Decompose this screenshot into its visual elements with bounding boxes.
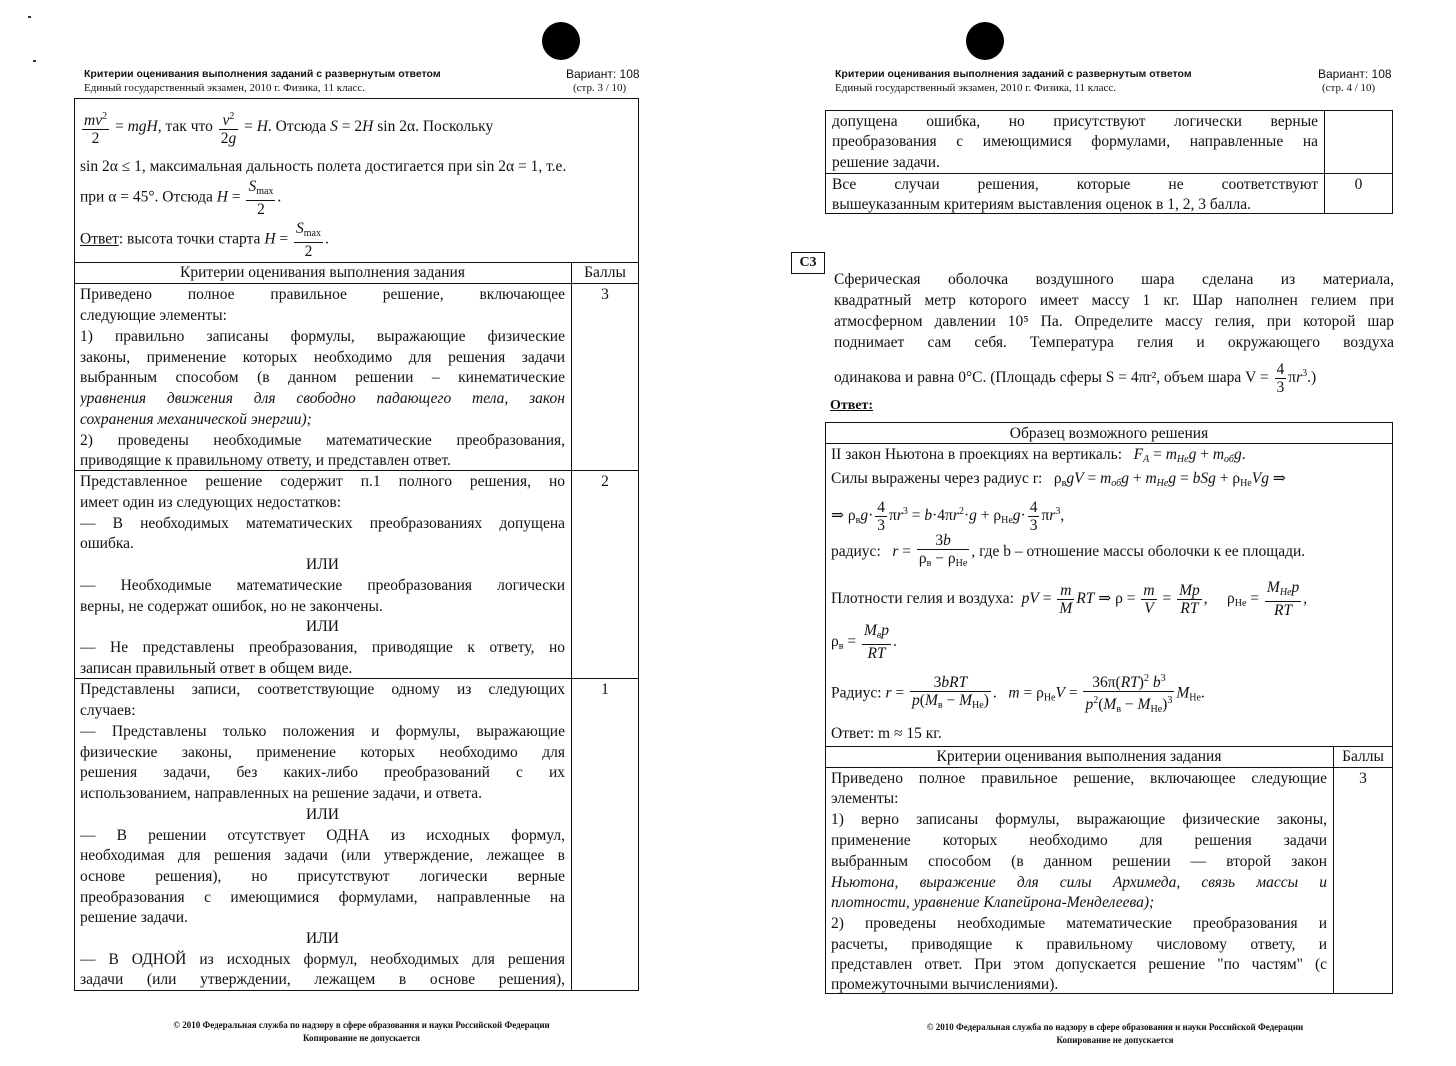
criteria-header: Критерии оценивания выполнения задания [936, 748, 1222, 765]
row-line: случаев: [80, 702, 136, 719]
row-line: 2) проведены необходимые математические преобразования, [80, 432, 565, 449]
row-line: верны, не содержат ошибок, но не закончены. [80, 598, 383, 615]
criteria-header: Критерии оценивания выполнения задания [180, 264, 465, 281]
row-line: записан правильный ответ в общем виде. [80, 660, 353, 677]
row-line: решения задачи, без каких-либо преобразований с их [80, 764, 565, 781]
row-line: вышеуказанным критериям выставления оценок в 1, 2, 3 балла. [832, 196, 1251, 213]
row-line: выбранным способом (в данном решении – кинематические [80, 369, 565, 386]
solution-line-result: Радиус: r = $\frac{\text{3bRT}}{p(M_в - M_{He})}$ . $m = \rho_{He}V$ = $\frac{36\pi(RT)^2 b^3}{p^2(M_в - M_{He})^3}$ $M_{He}$. [831, 670, 1205, 721]
row-line: — В ОДНОЙ из исходных формул, необходимых для решения [80, 951, 565, 968]
answer-line: Ответ: высота точки старта H = $\frac{S_{max}}{2}$ . [80, 220, 329, 260]
right-page [728, 0, 1456, 1066]
header-page-number: (стр. 4 / 10) [1322, 82, 1376, 94]
row-score: 0 [1354, 176, 1363, 193]
solution-line-radius: радиус: r = $\frac{3b}{\rho_в - \rho_{He}}$ , где b – отношение массы оболочки к ее площади. [831, 532, 1306, 570]
footer-copyright: © 2010 Федеральная служба по надзору в сфере образования и науки Российской Федерации [926, 1022, 1304, 1032]
or-separator: ИЛИ [306, 556, 339, 573]
or-separator: ИЛИ [306, 930, 339, 947]
footer-copyright: © 2010 Федеральная служба по надзору в сфере образования и науки Российской Федерации [173, 1020, 550, 1030]
row-line: основе решения), но присутствуют логически верные [80, 868, 565, 885]
row-line: решение задачи. [832, 154, 940, 171]
row-line: Ньютона, выражение для силы Архимеда, связь массы и [831, 874, 1327, 891]
row-line: Представленное решение содержит п.1 полного решения, но [80, 473, 565, 490]
task-label: С3 [791, 252, 825, 274]
row-score: 3 [1359, 770, 1367, 787]
solution-line-2: Силы выражены через радиус r: $\rho_вgV = m_{об}g + m_{He}g$ = bSg + $\rho_{He}Vg$ ⇒ [831, 470, 1286, 489]
solution-line-3: при α = 45°. Отсюда H = $\frac{S_{max}}{2}$ . [80, 178, 282, 218]
solution-line-density: Плотности гелия и воздуха: pV = $\frac{m}{M}$ RT ⇒ ρ = $\frac{m}{V}$ = $\frac{Mp}{RT}$ , $\rho_{He}$ = $\frac{M_{He}p}{RT}$ , [831, 579, 1308, 620]
punch-hole [966, 22, 1004, 60]
solution-header: Образец возможного решения [1009, 425, 1209, 442]
answer-label: Ответ [80, 230, 119, 248]
row-line: Приведено полное правильное решение, включающее следующие [831, 770, 1327, 787]
task-line: атмосферном давлении 10⁵ Па. Определите массу гелия, при которой шар [834, 313, 1394, 330]
scan-speck [33, 60, 36, 62]
row-line: 2) проведены необходимые математические преобразования и [831, 915, 1327, 932]
row-line: необходимая для решения задачи (или утверждение, лежащее в [80, 847, 565, 864]
row-line: законы, применение которых необходимо для решения задачи [80, 349, 565, 366]
row-line: выбранным способом (в данном решении — второй закон [831, 853, 1327, 870]
row-line: физические законы, применение которых необходимо для [80, 744, 565, 761]
table-divider [571, 262, 572, 991]
footer-note: Копирование не допускается [302, 1033, 421, 1043]
header-variant: Вариант: 108 [566, 67, 640, 81]
header-title: Критерии оценивания выполнения заданий с развернутым ответом [835, 68, 1192, 80]
row-line: — Представлены только положения и формулы, выражающие [80, 723, 565, 740]
solution-line-2: sin 2α ≤ 1, максимальная дальность полета достигается при sin 2α = 1, т.е. [80, 158, 567, 175]
row-line: допущена ошибка, но присутствуют логически верные [832, 113, 1318, 130]
header-page-number: (стр. 3 / 10) [573, 82, 627, 94]
row-line: промежуточными вычислениями). [831, 976, 1059, 993]
row-line: — Не представлены преобразования, приводящие к ответу, но [80, 639, 565, 656]
row-score: 3 [601, 286, 609, 303]
row-line: следующие элементы: [80, 307, 227, 324]
solution-line-3: ⇒ $\rho_вg\cdot$ $\frac{4}{3}$ $\pi r^3 = b\cdot 4\pi r^2\cdot g + \rho_{He}g\cdot$ $\frac{4}{3}$ $\pi r^3$, [831, 498, 1065, 534]
task-line: поднимает сам себя. Температура гелия и окружающего воздуха [834, 334, 1394, 351]
footer-note: Копирование не допускается [1056, 1035, 1174, 1045]
task-line: Сферическая оболочка воздушного шара сделана из материала, [834, 271, 1394, 288]
solution-line-air-density: $\rho_в$ = $\frac{M_вp}{RT}$ . [831, 622, 897, 663]
header-title: Критерии оценивания выполнения заданий с развернутым ответом [84, 68, 441, 80]
table-divider [1324, 110, 1325, 214]
or-separator: ИЛИ [306, 618, 339, 635]
task-line: квадратный метр которого имеет массу 1 кг. Шар наполнен гелием при [834, 292, 1394, 309]
or-separator: ИЛИ [306, 806, 339, 823]
row-score: 2 [601, 473, 609, 490]
row-line: элементы: [831, 790, 899, 807]
row-line: расчеты, приводящие к правильному числовому ответу, и [831, 936, 1327, 953]
row-line: уравнения движения для свободно падающего тела, закон [80, 390, 565, 407]
punch-hole [542, 22, 580, 60]
row-line: 1) правильно записаны формулы, выражающие физические [80, 328, 565, 345]
header-subtitle: Единый государственный экзамен, 2010 г. Физика, 11 класс. [835, 82, 1116, 94]
row-line: Все случаи решения, которые не соответствуют [832, 176, 1318, 193]
header-subtitle: Единый государственный экзамен, 2010 г. Физика, 11 класс. [84, 82, 365, 94]
score-header: Баллы [584, 264, 626, 281]
task-line: одинакова и равна 0°С. (Площадь сферы S = 4πr², объем шара V = $\frac{4}{3}$ $\pi r^3$.) [834, 360, 1317, 396]
row-line: преобразования с имеющимися формулами, направленные на [80, 889, 565, 906]
row-line: сохранения механической энергии); [80, 411, 312, 428]
solution-answer: Ответ: m ≈ 15 кг. [831, 725, 942, 742]
row-line: приводящие к правильному ответу, и представлен ответ. [80, 452, 452, 469]
solution-line-1: $\frac{mv^2}{2}$ = mgH, так что $\frac{v^2}{2g}$ = H. Отсюда S = 2H sin 2α. Поскольку [80, 108, 493, 147]
row-line: — В решении отсутствует ОДНА из исходных формул, [80, 827, 565, 844]
scan-speck [28, 16, 31, 18]
row-line: преобразования с имеющимися формулами, направленные на [832, 133, 1318, 150]
row-score: 1 [601, 681, 609, 698]
header-variant: Вариант: 108 [1318, 67, 1392, 81]
row-line: задачи (или утверждении, лежащем в основе решения), [80, 971, 565, 988]
row-line: применение которых необходимо для решения задачи [831, 832, 1327, 849]
row-line: решение задачи. [80, 909, 188, 926]
row-line: Приведено полное правильное решение, включающее [80, 286, 565, 303]
row-line: плотности, уравнение Клапейрона-Менделеева); [831, 894, 1155, 911]
row-line: 1) верно записаны формулы, выражающие физические законы, [831, 811, 1327, 828]
row-line: использованием, направленных на решение задачи, и ответа. [80, 785, 483, 802]
row-line: представлен ответ. При этом допускается решение "по частям" (с [831, 956, 1327, 973]
answer-label: Ответ: [830, 398, 874, 413]
solution-line-1: II закон Ньютона в проекциях на вертикаль: $F_A = m_{He}g + m_{об}g$. [831, 446, 1246, 465]
row-line: Представлены записи, соответствующие одному из следующих [80, 681, 565, 698]
row-line: — В необходимых математических преобразованиях допущена [80, 515, 565, 532]
row-line: — Необходимые математические преобразования логически [80, 577, 565, 594]
score-header: Баллы [1342, 748, 1384, 765]
row-line: имеет один из следующих недостатков: [80, 494, 342, 511]
row-line: ошибка. [80, 535, 134, 552]
